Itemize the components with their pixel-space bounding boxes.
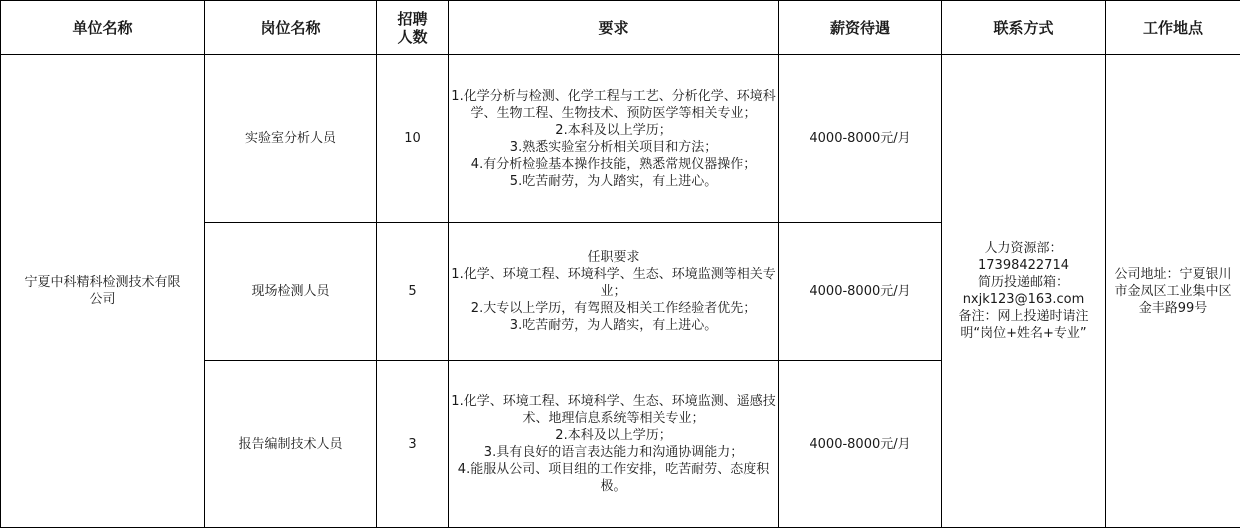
contact-email: nxjk123@163.com bbox=[962, 292, 1085, 307]
requirement-line: 任职要求 bbox=[587, 250, 640, 265]
header-contact: 联系方式 bbox=[942, 1, 1106, 55]
job-title: 实验室分析人员 bbox=[205, 55, 377, 223]
contact-phone: 17398422714 bbox=[978, 258, 1069, 273]
job-requirements bbox=[449, 361, 779, 528]
requirement-line: 4.能服从公司、项目组的工作安排，吃苦耐劳、态度积极。 bbox=[457, 462, 770, 494]
contact-note: 备注：网上投递时请注明“岗位+姓名+专业” bbox=[958, 309, 1089, 341]
job-count: 10 bbox=[377, 55, 449, 223]
requirement-line: 1.化学、环境工程、环境科学、生态、环境监测等相关专业； bbox=[451, 267, 776, 299]
job-count: 5 bbox=[377, 223, 449, 361]
requirement-line: 3.熟悉实验室分析相关项目和方法； bbox=[509, 139, 718, 155]
contact-info bbox=[942, 55, 1106, 528]
job-salary: 4000-8000元/月 bbox=[779, 55, 942, 223]
header-position: 岗位名称 bbox=[205, 1, 377, 55]
header-count-label: 招聘人数 bbox=[397, 9, 428, 46]
requirement-line: 3.吃苦耐劳，为人踏实，有上进心。 bbox=[509, 318, 718, 333]
job-title: 现场检测人员 bbox=[205, 223, 377, 361]
header-requirements: 要求 bbox=[449, 1, 779, 55]
job-title: 报告编制技术人员 bbox=[205, 361, 377, 528]
work-location-text: 公司地址：宁夏银川市金凤区工业集中区金丰路99号 bbox=[1114, 266, 1232, 316]
header-row bbox=[1, 1, 1240, 55]
requirement-line: 5.吃苦耐劳，为人踏实，有上进心。 bbox=[509, 173, 718, 189]
company-name-text: 宁夏中科精科检测技术有限公司 bbox=[24, 275, 181, 307]
requirement-line: 1.化学、环境工程、环境科学、生态、环境监测、遥感技术、地理信息系统等相关专业； bbox=[451, 394, 776, 426]
table-row bbox=[1, 55, 1240, 223]
requirement-line: 2.本科及以上学历； bbox=[555, 122, 672, 138]
header-salary: 薪资待遇 bbox=[779, 1, 942, 55]
job-salary: 4000-8000元/月 bbox=[779, 223, 942, 361]
header-company: 单位名称 bbox=[1, 1, 205, 55]
requirement-line: 4.有分析检验基本操作技能，熟悉常规仪器操作； bbox=[470, 156, 757, 172]
contact-line: 人力资源部： bbox=[984, 241, 1063, 256]
company-name bbox=[1, 55, 205, 528]
job-salary: 4000-8000元/月 bbox=[779, 361, 942, 528]
job-count: 3 bbox=[377, 361, 449, 528]
requirement-line: 2.大专以上学历，有驾照及相关工作经验者优先； bbox=[470, 301, 757, 316]
work-location bbox=[1106, 55, 1240, 528]
header-count bbox=[377, 1, 449, 55]
requirement-line: 3.具有良好的语言表达能力和沟通协调能力； bbox=[483, 445, 744, 460]
contact-line: 简历投递邮箱： bbox=[977, 275, 1069, 290]
job-requirements bbox=[449, 55, 779, 223]
requirement-line: 2.本科及以上学历； bbox=[555, 428, 672, 443]
job-requirements bbox=[449, 223, 779, 361]
requirement-line: 1.化学分析与检测、化学工程与工艺、分析化学、环境科学、生物工程、生物技术、预防医学等相关专业； bbox=[451, 88, 776, 121]
header-location: 工作地点 bbox=[1106, 1, 1240, 55]
